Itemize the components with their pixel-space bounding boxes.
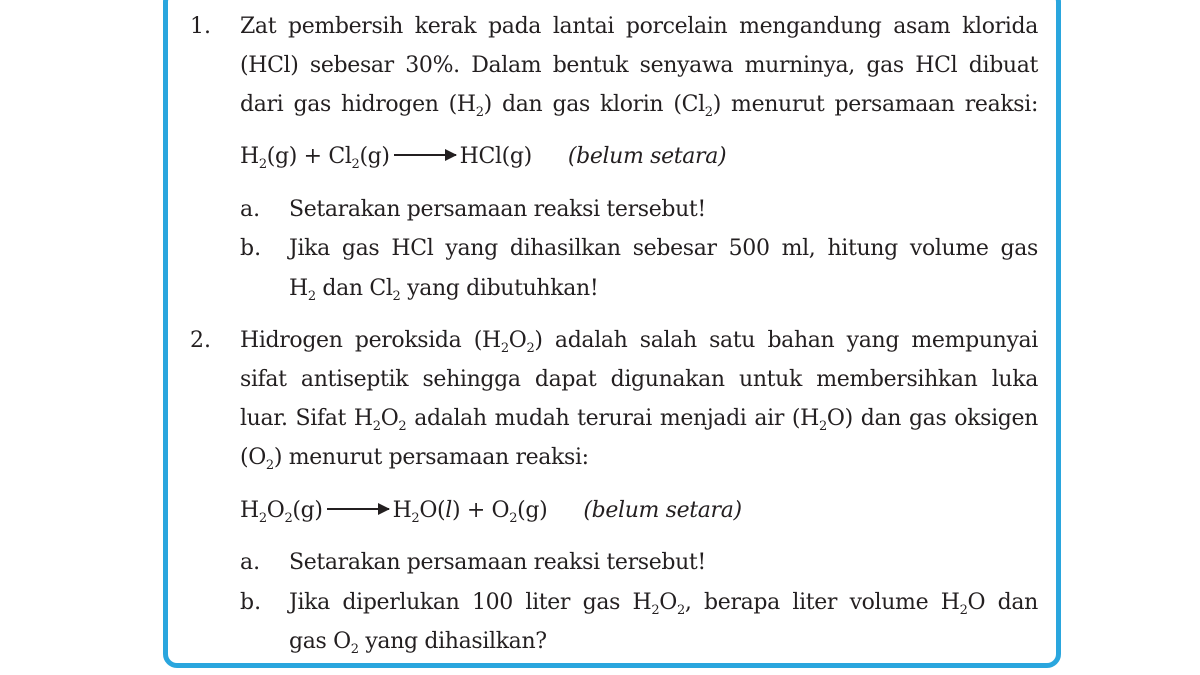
- q1-line-3: dari gas hidrogen $(H_2)$ dan gas klorin $(Cl_2)$ menurut persamaan reaksi:: [240, 92, 1039, 120]
- reaction-arrow-icon: [327, 508, 389, 510]
- q1-a-text: Setarakan persamaan reaksi tersebut!: [289, 197, 706, 222]
- reaction-arrow-icon: [394, 154, 456, 156]
- q1-a-label: a.: [240, 197, 261, 222]
- q1-line-2: (HCl) sebesar 30%. Dalam bentuk senyawa murninya, gas HCl dibuat: [240, 53, 1038, 78]
- q2-a-label: a.: [240, 550, 261, 575]
- q2-line-2: sifat antiseptik sehingga dapat digunakan untuk membersihkan luka: [240, 367, 1038, 392]
- question-1-number: 1.: [190, 14, 211, 39]
- q1-b-label: b.: [240, 236, 262, 261]
- q2-a-text: Setarakan persamaan reaksi tersebut!: [289, 550, 706, 575]
- q2-equation-note: (belum setara): [583, 498, 742, 523]
- q1-b-line-1: Jika gas HCl yang dihasilkan sebesar 500 ml, hitung volume gas: [289, 236, 1038, 261]
- q2-b-line-1: Jika diperlukan 100 liter gas $H_2O_2$, berapa liter volume $H_2O$ dan: [289, 590, 1039, 618]
- q2-line-1: Hidrogen peroksida $(H_2O_2)$ adalah salah satu bahan yang mempunyai: [240, 328, 1038, 356]
- question-2-number: 2.: [190, 328, 211, 353]
- q2-b-line-2: gas $O_2$ yang dihasilkan?: [289, 629, 547, 657]
- q1-equation-note: (belum setara): [567, 144, 727, 169]
- q2-line-3: luar. Sifat $H_2O_2$ adalah mudah terurai menjadi air $(H_2O)$ dan gas oksigen: [240, 406, 1038, 434]
- q1-line-1: Zat pembersih kerak pada lantai porcelain mengandung asam klorida: [240, 14, 1038, 39]
- q1-b-line-2: $H_2$ dan $Cl_2$ yang dibutuhkan!: [289, 276, 599, 304]
- q1-equation: $H_2(g) + Cl_2(g)$ HCl(g) (belum setara): [240, 144, 727, 172]
- q2-equation: $H_2O_2(g) H_2O(l) + O_2(g)$ (belum setara): [240, 498, 742, 526]
- q2-line-4: $(O_2)$ menurut persamaan reaksi:: [240, 445, 589, 473]
- q2-b-label: b.: [240, 590, 262, 615]
